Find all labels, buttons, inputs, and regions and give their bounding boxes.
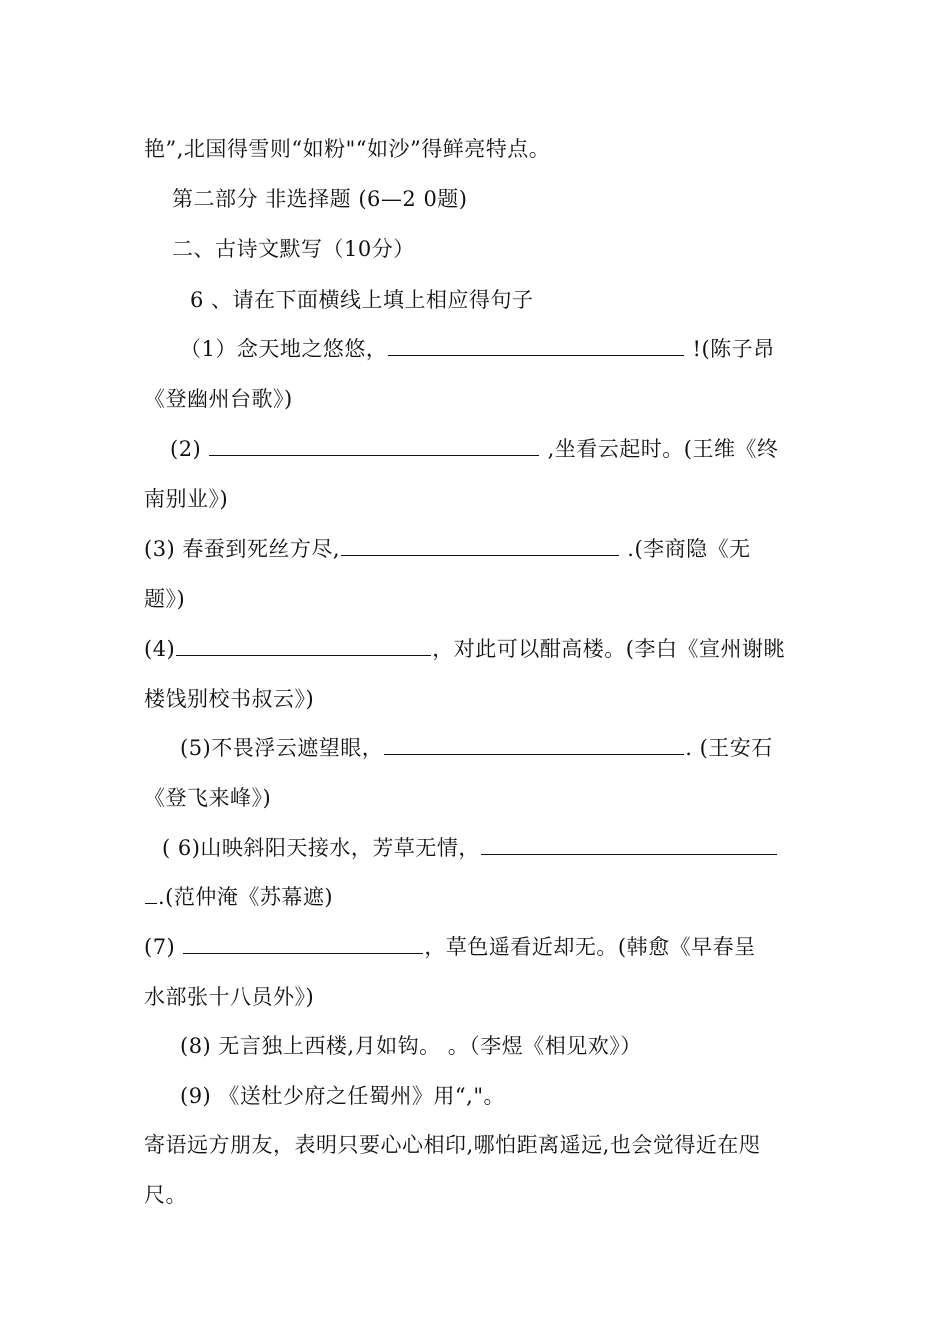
answer-blank[interactable]	[341, 537, 619, 556]
fill-item-source: . (王安石	[685, 736, 773, 760]
text-line	[144, 134, 550, 164]
fill-item-source: 水部张十八员外》)	[144, 985, 315, 1009]
fill-item-6-cont	[144, 882, 333, 912]
fill-item-source: 楼饯别校书叔云》)	[144, 687, 315, 711]
question-prompt-text: 6 、请在下面横线上填上相应得句子	[190, 288, 534, 312]
answer-blank[interactable]	[384, 736, 684, 755]
answer-blank[interactable]	[145, 885, 157, 904]
fill-item-source: 《登幽州台歌》)	[144, 387, 293, 411]
fill-item-8	[180, 1031, 642, 1061]
fill-item-source: ,坐看云起时。(王维《终	[540, 437, 779, 461]
fill-item-text: (3) 春蚕到死丝方尽,	[144, 537, 341, 561]
fill-item-5-cont	[144, 783, 271, 813]
fill-item-9	[180, 1081, 505, 1111]
answer-blank[interactable]	[183, 935, 423, 954]
fill-item-source: 南别业》)	[144, 487, 229, 511]
section-heading-text: 第二部分 非选择题 (6—2 0题)	[172, 187, 468, 211]
fill-item-7-cont	[144, 982, 314, 1012]
fill-item-2-cont	[144, 484, 228, 514]
text-line-content: 艳”,北国得雪则“如粉"“如沙”得鲜亮特点。	[144, 137, 551, 161]
section-heading	[172, 184, 468, 214]
fill-item-text: ( 6)山映斜阳天接水，芳草无情，	[162, 836, 480, 860]
fill-item-2	[170, 434, 778, 464]
fill-item-3	[144, 534, 751, 564]
fill-item-3-cont	[144, 584, 185, 614]
fill-item-1	[180, 334, 775, 364]
text-line-content: 尺。	[144, 1183, 187, 1207]
answer-blank[interactable]	[388, 337, 684, 356]
fill-item-1-cont	[144, 384, 293, 414]
fill-item-text: (4)	[144, 637, 176, 661]
fill-item-text: (8) 无言独上西楼,月如钩。 。（李煜《相见欢》）	[180, 1034, 642, 1058]
fill-item-source: ，对此可以酣高楼。(李白《宣州谢眺	[432, 637, 785, 661]
fill-item-text: (2)	[170, 437, 209, 461]
question-prompt	[190, 285, 534, 315]
fill-item-6	[162, 833, 778, 863]
fill-item-source: !(陈子昂	[685, 337, 775, 361]
answer-blank[interactable]	[176, 637, 431, 656]
fill-item-text: (9) 《送杜少府之任蜀州》用“,"。	[180, 1084, 505, 1108]
fill-item-text: （1）念天地之悠悠，	[180, 337, 388, 361]
subsection-heading-text: 二、古诗文默写（10分）	[172, 237, 415, 261]
text-line	[144, 1180, 187, 1210]
text-line-content: 寄语远方朋友，表明只要心心相印,哪怕距离遥远,也会觉得近在咫	[144, 1133, 761, 1157]
answer-blank[interactable]	[209, 437, 539, 456]
text-line	[144, 1130, 760, 1160]
fill-item-source: 《登飞来峰》)	[144, 786, 272, 810]
fill-item-text: (7)	[144, 935, 183, 959]
fill-item-4-cont	[144, 684, 314, 714]
answer-blank[interactable]	[481, 836, 777, 855]
fill-item-7	[144, 932, 756, 962]
fill-item-source: .(李商隐《无	[620, 537, 751, 561]
fill-item-source: .(范仲淹《苏幕遮)	[158, 885, 334, 909]
fill-item-source: 题》)	[144, 587, 186, 611]
fill-item-5	[180, 733, 773, 763]
fill-item-text: (5)不畏浮云遮望眼，	[180, 736, 384, 760]
fill-item-source: ，草色遥看近却无。(韩愈《早春呈	[424, 935, 756, 959]
fill-item-4	[144, 634, 785, 664]
subsection-heading	[172, 234, 415, 264]
